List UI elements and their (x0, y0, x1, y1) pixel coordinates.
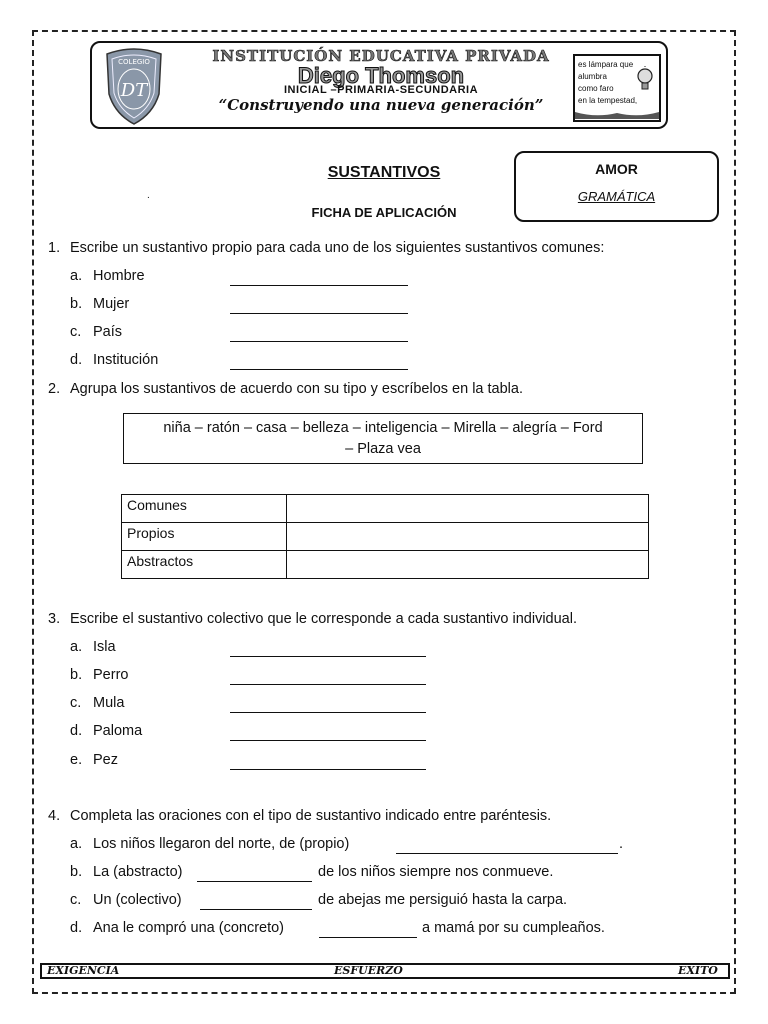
table-row (122, 495, 649, 523)
sentence-end: de abejas me persiguió hasta la carpa. (318, 892, 568, 908)
sentence-start: Ana le compró una (concreto) (93, 920, 285, 936)
q3-item (70, 693, 124, 713)
row-label: Propios (122, 523, 287, 551)
item-letter: b. (70, 667, 83, 683)
item-letter: b. (70, 864, 83, 880)
answer-blank[interactable] (230, 271, 408, 286)
item-letter: e. (70, 752, 83, 768)
crest-initials: DT (120, 80, 148, 101)
q1-item (70, 266, 145, 286)
row-label: Abstractos (122, 551, 287, 579)
footer-value-center: ESFUERZO (334, 964, 403, 977)
school-motto: “Construyendo una nueva generación” (218, 96, 544, 114)
question-number: 1. (48, 240, 61, 256)
book-line: como faro (578, 84, 614, 93)
book-line: es lámpara que (578, 60, 634, 69)
question-2 (48, 379, 523, 399)
sentence-start: Un (colectivo) (93, 892, 182, 908)
item-word: Isla (93, 639, 116, 655)
book-emblem (573, 54, 661, 122)
answer-blank[interactable] (230, 327, 408, 342)
footer-value-right: EXITO (678, 964, 718, 977)
item-letter: b. (70, 296, 83, 312)
item-letter: c. (70, 695, 82, 711)
crest-text: COLEGIO (118, 58, 150, 66)
item-letter: d. (70, 723, 83, 739)
answer-blank[interactable] (230, 755, 426, 770)
table-row (122, 523, 649, 551)
item-word: Mujer (93, 296, 130, 312)
school-crest-icon (103, 44, 165, 126)
item-letter: c. (70, 324, 82, 340)
item-word: Institución (93, 352, 159, 368)
answer-blank[interactable] (396, 839, 618, 854)
item-letter: a. (70, 268, 83, 284)
q1-item (70, 294, 129, 314)
question-number: 3. (48, 611, 61, 627)
item-letter: d. (70, 920, 83, 936)
answer-blank[interactable] (197, 867, 312, 882)
q4-item (70, 918, 284, 938)
footer-value-left: EXIGENCIA (47, 964, 120, 977)
answer-blank[interactable] (319, 923, 417, 938)
q4-item (70, 890, 182, 910)
q4-item (70, 862, 182, 882)
item-letter: a. (70, 836, 83, 852)
item-word: Paloma (93, 723, 143, 739)
item-word: Hombre (93, 268, 145, 284)
q1-item (70, 350, 158, 370)
answer-blank[interactable] (230, 642, 426, 657)
answer-blank[interactable] (230, 355, 408, 370)
book-line: alumbra (578, 72, 607, 81)
item-letter: d. (70, 352, 83, 368)
question-prompt: Escribe el sustantivo colectivo que le corresponde a cada sustantivo individual. (70, 611, 577, 627)
answer-cell[interactable] (287, 523, 649, 551)
q3-item (70, 665, 128, 685)
answer-blank[interactable] (230, 670, 426, 685)
page-subtitle: FICHA DE APLICACIÓN (311, 205, 457, 220)
question-prompt: Agrupa los sustantivos de acuerdo con su tipo y escríbelos en la tabla. (70, 381, 523, 397)
word-bank-line: – Plaza vea (345, 441, 421, 457)
row-label: Comunes (122, 495, 287, 523)
item-letter: c. (70, 892, 82, 908)
item-letter: a. (70, 639, 83, 655)
school-name: Diego Thomson (297, 63, 465, 88)
question-number: 4. (48, 808, 61, 824)
q4-item (70, 834, 349, 854)
stray-dot: . (147, 190, 150, 201)
answer-cell[interactable] (287, 495, 649, 523)
classification-table (121, 494, 649, 579)
book-line: en la tempestad, (578, 96, 638, 105)
question-3 (48, 609, 577, 629)
sentence-start: La (abstracto) (93, 864, 183, 880)
subject-area: AMOR (595, 161, 638, 177)
answer-blank[interactable] (230, 299, 408, 314)
sentence-start: Los niños llegaron del norte, de (propio) (93, 836, 350, 852)
item-word: Mula (93, 695, 125, 711)
table-row (122, 551, 649, 579)
answer-blank[interactable] (230, 698, 426, 713)
question-1 (48, 238, 604, 258)
item-word: Pez (93, 752, 118, 768)
q3-item (70, 721, 142, 741)
item-word: Perro (93, 667, 129, 683)
answer-cell[interactable] (287, 551, 649, 579)
question-4 (48, 806, 551, 826)
q3-item (70, 750, 118, 770)
subject-course: GRAMÁTICA (577, 189, 656, 204)
item-word: País (93, 324, 123, 340)
question-prompt: Completa las oraciones con el tipo de sustantivo indicado entre paréntesis. (70, 808, 552, 824)
q1-item (70, 322, 122, 342)
book-quote (578, 59, 640, 107)
institution-name: INSTITUCIÓN EDUCATIVA PRIVADA (212, 47, 550, 65)
sentence-end: de los niños siempre nos conmueve. (318, 864, 554, 880)
question-number: 2. (48, 381, 61, 397)
open-book-icon (575, 110, 659, 120)
sentence-end: . (619, 836, 624, 852)
answer-blank[interactable] (230, 726, 426, 741)
word-bank-line: niña – ratón – casa – belleza – inteligencia – Mirella – alegría – Ford (163, 420, 603, 436)
lightbulb-icon (635, 66, 655, 96)
page-title: SUSTANTIVOS (327, 164, 441, 181)
word-bank (123, 413, 643, 464)
q3-item (70, 637, 116, 657)
answer-blank[interactable] (200, 895, 312, 910)
sentence-end: a mamá por su cumpleaños. (422, 920, 605, 936)
school-levels: INICIAL –PRIMARIA-SECUNDARIA (283, 84, 479, 96)
question-prompt: Escribe un sustantivo propio para cada uno de los siguientes sustantivos comunes: (70, 240, 605, 256)
